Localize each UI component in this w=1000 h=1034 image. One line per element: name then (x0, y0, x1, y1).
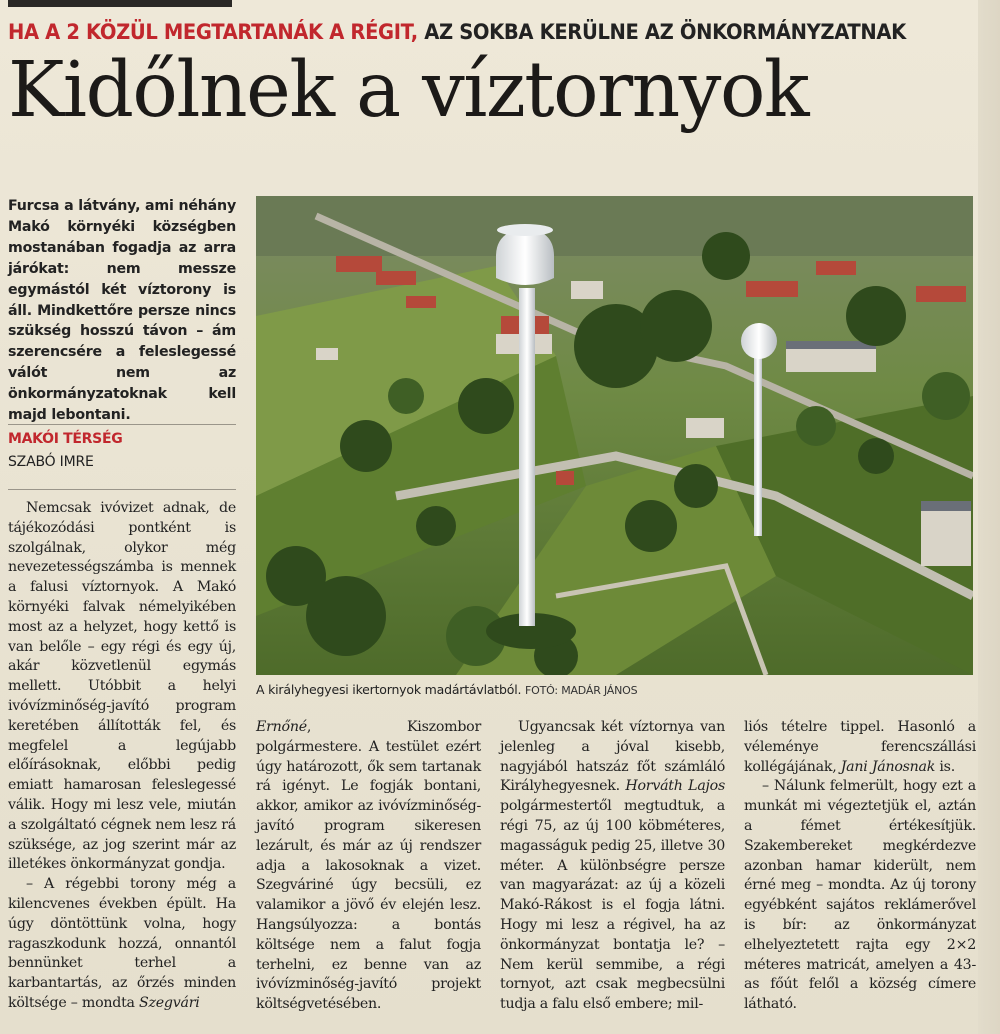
adjacent-page-edge (978, 0, 1000, 1034)
body-paragraph: Nemcsak ivóvizet adnak, de tájékozódási pontként is szolgálnak, olykor még nevezetességszámba is mennek a falusi víztornyok. A Makó környéki falvak némelyikében most az a helyzet, hogy kettő is van belőle – egy régi és egy új, akár közvetlenül egymás mellett. Utóbbit a helyi ivóvízminőség-javító program keretében állították fel, és megfelel a legújabb előírásoknak, előbbi pedig emiatt hamarosan feleslegessé válik. Hogy mi lesz vele, miután a szolgáltató cégnek nem lesz rá szüksége, az jog szerint már az illetékes önkormányzat gondja. (8, 500, 236, 873)
kicker-red: HA A 2 KÖZÜL MEGTARTANÁK A RÉGIT, (8, 20, 418, 44)
body-column-4 (744, 718, 976, 1015)
photo-caption (256, 682, 973, 697)
body-text: polgármestertől megtudtuk, a régi 75, az új 100 köbméteres, magasságuk pedig 25, illetve 30 méter. A különbségre persze van magyarázat: az új a közeli Makó-Rákost is el fogja látni. Hogy mi lesz a régivel, ha az önkormányzat bontatja le? – Nem kerül semmibe, a régi tornyot, azt csak megbecsülni tudja a falu első embere; mil- (500, 798, 725, 1013)
body-paragraph (8, 875, 236, 1014)
kicker-dark: AZ SOKBA KERÜLNE AZ ÖNKORMÁNYZATNAK (417, 20, 906, 44)
body-text: is. (935, 758, 955, 775)
person-name: Horváth Lajos (625, 778, 725, 795)
body-paragraph (744, 718, 976, 777)
section-label: MAKÓI TÉRSÉG (8, 431, 123, 447)
person-name: Ernőné (256, 719, 307, 735)
body-column-2 (256, 718, 481, 1015)
person-name: Szegvári (139, 994, 200, 1011)
body-paragraph (256, 718, 481, 1015)
person-name: Jani Jánosnak (840, 758, 936, 775)
byline-divider (8, 489, 236, 490)
author-name: SZABÓ IMRE (8, 454, 94, 470)
headline: Kidőlnek a víztornyok (8, 46, 809, 135)
body-text: Ugyancsak két víztornya van jelenleg a jóval kisebb, nagyjából hatszáz főt számláló Királyhegyesnek. (500, 719, 725, 795)
kicker-line (8, 20, 924, 44)
body-column-1 (8, 499, 236, 1014)
body-text: , Kiszombor polgármestere. A testület ezért úgy határozott, ők sem tartanak rá igényt. Le fogják bontani, akkor, amikor az ivóvízminőség-javító program sikeresen lezárult, és már az új rendszer adja a lakosoknak a vizet. Szegváriné úgy becsüli, ez valamikor a jövő év elején lesz. Hangsúlyozza: a bontás költsége nem a falut fogja terhelni, ez benne van az ivóvízminőség-javító projekt költségvetésében. (256, 719, 481, 1013)
lead-paragraph: Furcsa a látvány, ami néhány Makó környéki községben mostanában fogadja az arra járókat: nem messze egymástól két víztorony is áll. Mindkettőre persze nincs szükség hosszú távon – ám szerencsére a feleslegessé válót nem az önkormányzatoknak kell majd lebontani. (8, 198, 236, 424)
quote-text: – A régebbi torony még a kilencvenes években épült. Ha úgy döntöttünk volna, hogy ragaszkodunk hozzá, onnantól bennünket terhel a karbantartás, az őrzés minden költsége – mondta (8, 876, 236, 1011)
body-paragraph (500, 718, 725, 1015)
body-text: liós tételre tippel. Hasonló a véleménye ferencszállási kollégájának, (744, 719, 976, 775)
body-paragraph: – Nálunk felmerült, hogy ezt a munkát mi végeztetjük el, aztán a fémet értékesítjük. Szakembereket megkérdezve azonban hamar kiderült, nem érné meg – mondta. Az új torony egyébként sajátos reklámerővel is bír: az önkormányzat elhelyeztetett rajta egy 2×2 méteres matricát, amelyen a 43-as főút felől a község címere látható. (744, 778, 976, 1013)
photo-credit: FOTÓ: MADÁR JÁNOS (525, 684, 638, 697)
aerial-photo-water-towers (256, 196, 973, 675)
lead-divider (8, 424, 236, 425)
caption-text: A királyhegyesi ikertornyok madártávlatból. (256, 682, 522, 697)
top-rule (8, 0, 232, 7)
body-column-3 (500, 718, 725, 1015)
